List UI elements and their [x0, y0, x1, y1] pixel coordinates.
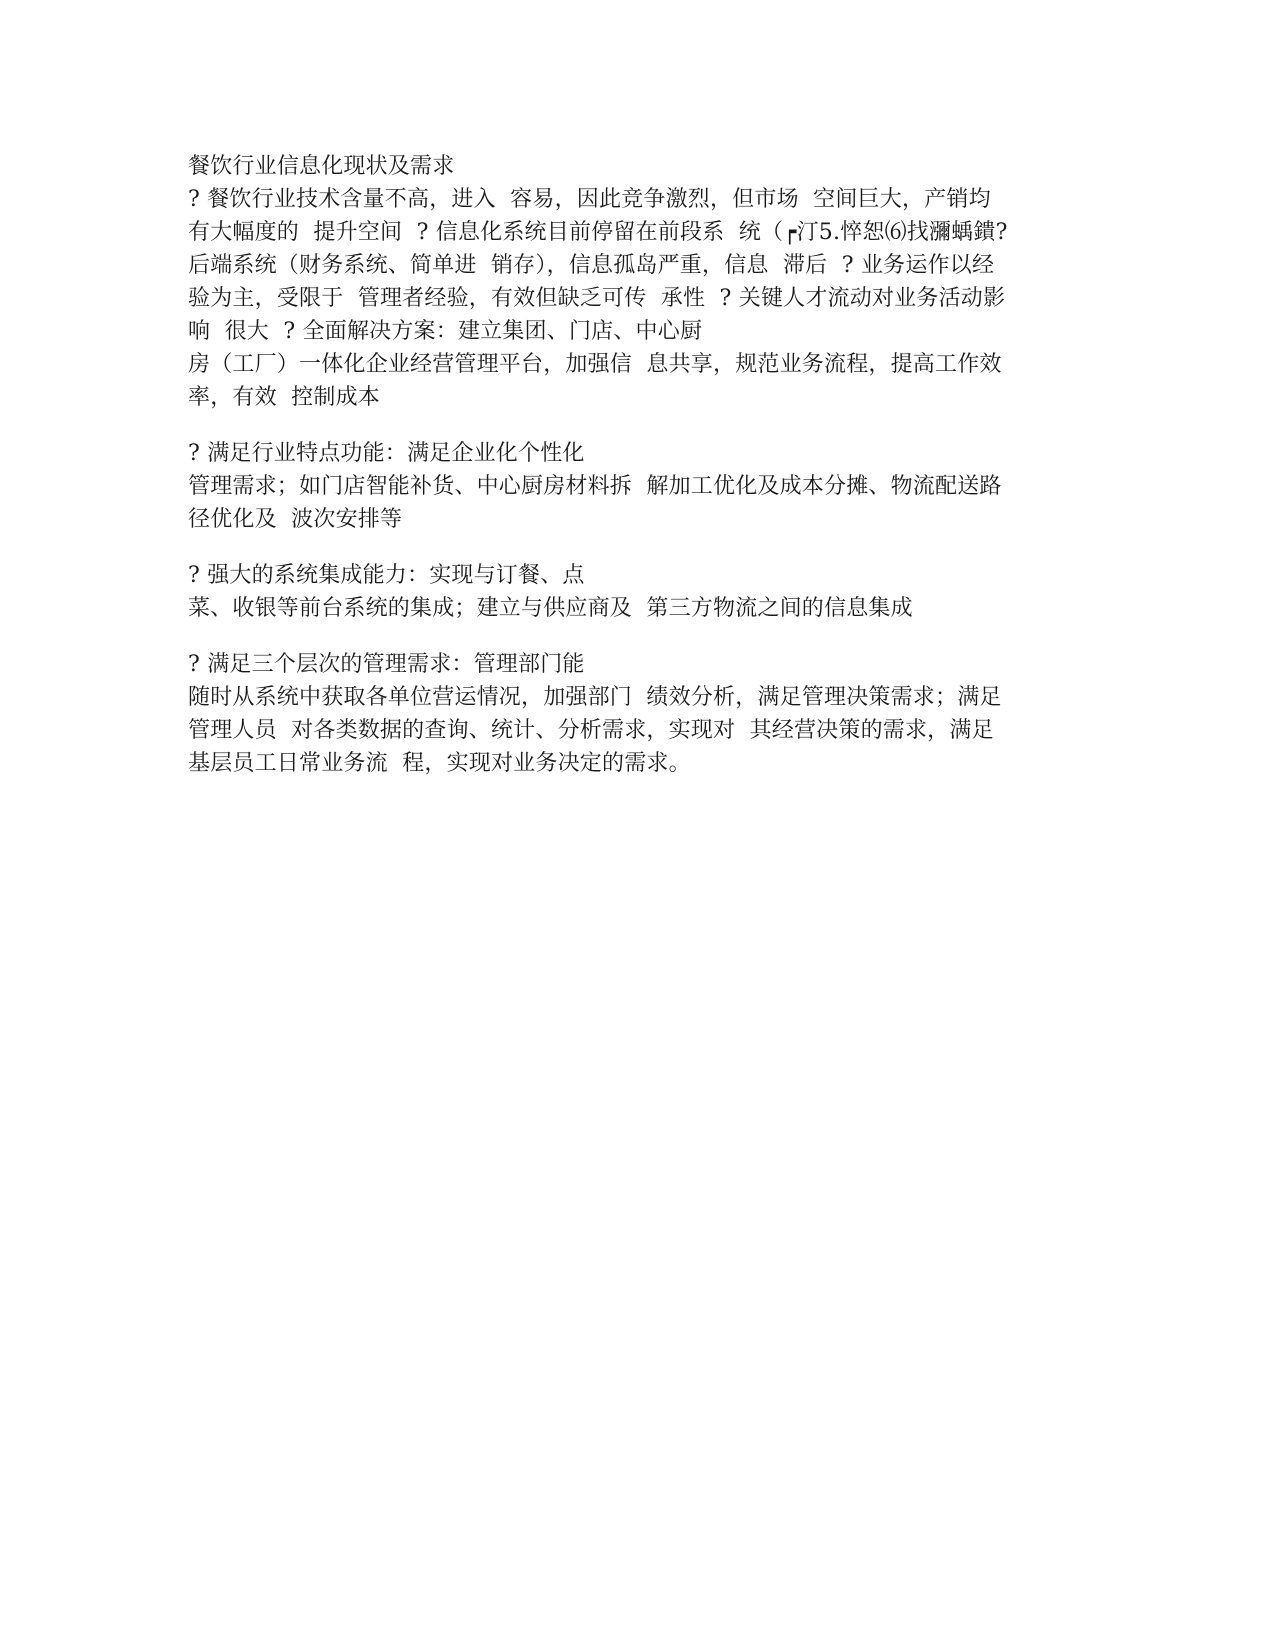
- text-line: 房（工厂）一体化企业经营管理平台，加强信 息共享，规范业务流程，提高工作效: [188, 352, 1002, 377]
- paragraph-gap: [188, 625, 1098, 648]
- text-line: 后端系统（财务系统、简单进 销存），信息孤岛严重，信息 滞后 ? 业务运作以经: [188, 253, 995, 278]
- text-line: 菜、收银等前台系统的集成；建立与供应商及 第三方物流之间的信息集成: [188, 596, 913, 621]
- text-line: ? 强大的系统集成能力：实现与订餐、点: [188, 563, 585, 588]
- text-line: ? 餐饮行业技术含量不高，进入 容易，因此竞争激烈，但市场 空间巨大，产销均: [188, 187, 991, 212]
- paragraph-gap: [188, 536, 1098, 559]
- text-line: 随时从系统中获取各单位营运情况，加强部门 绩效分析，满足管理决策需求；满足: [188, 685, 1002, 710]
- document-title: 餐饮行业信息化现状及需求: [188, 154, 455, 179]
- text-line: 响 很大 ? 全面解决方案：建立集团、门店、中心厨: [188, 319, 703, 344]
- text-line: 率，有效 控制成本: [188, 385, 380, 410]
- document-body: [188, 150, 1098, 780]
- text-line: ? 满足行业特点功能：满足企业化个性化: [188, 441, 585, 466]
- text-line: 管理需求；如门店智能补货、中心厨房材料拆 解加工优化及成本分摊、物流配送路: [188, 474, 1002, 499]
- text-line: 验为主，受限于 管理者经验，有效但缺乏可传 承性 ? 关键人才流动对业务活动影: [188, 286, 1006, 311]
- text-line: 有大幅度的 提升空间 ? 信息化系统目前停留在前段系 统（┍汀5.悴恕⑹找瀰蝺鐀?: [188, 220, 1008, 245]
- paragraph-gap: [188, 414, 1098, 437]
- text-line: 径优化及 波次安排等: [188, 507, 403, 532]
- text-line: ? 满足三个层次的管理需求：管理部门能: [188, 652, 585, 677]
- text-line: 管理人员 对各类数据的查询、统计、分析需求，实现对 其经营决策的需求，满足: [188, 718, 994, 743]
- text-line: 基层员工日常业务流 程，实现对业务决定的需求。: [188, 751, 691, 776]
